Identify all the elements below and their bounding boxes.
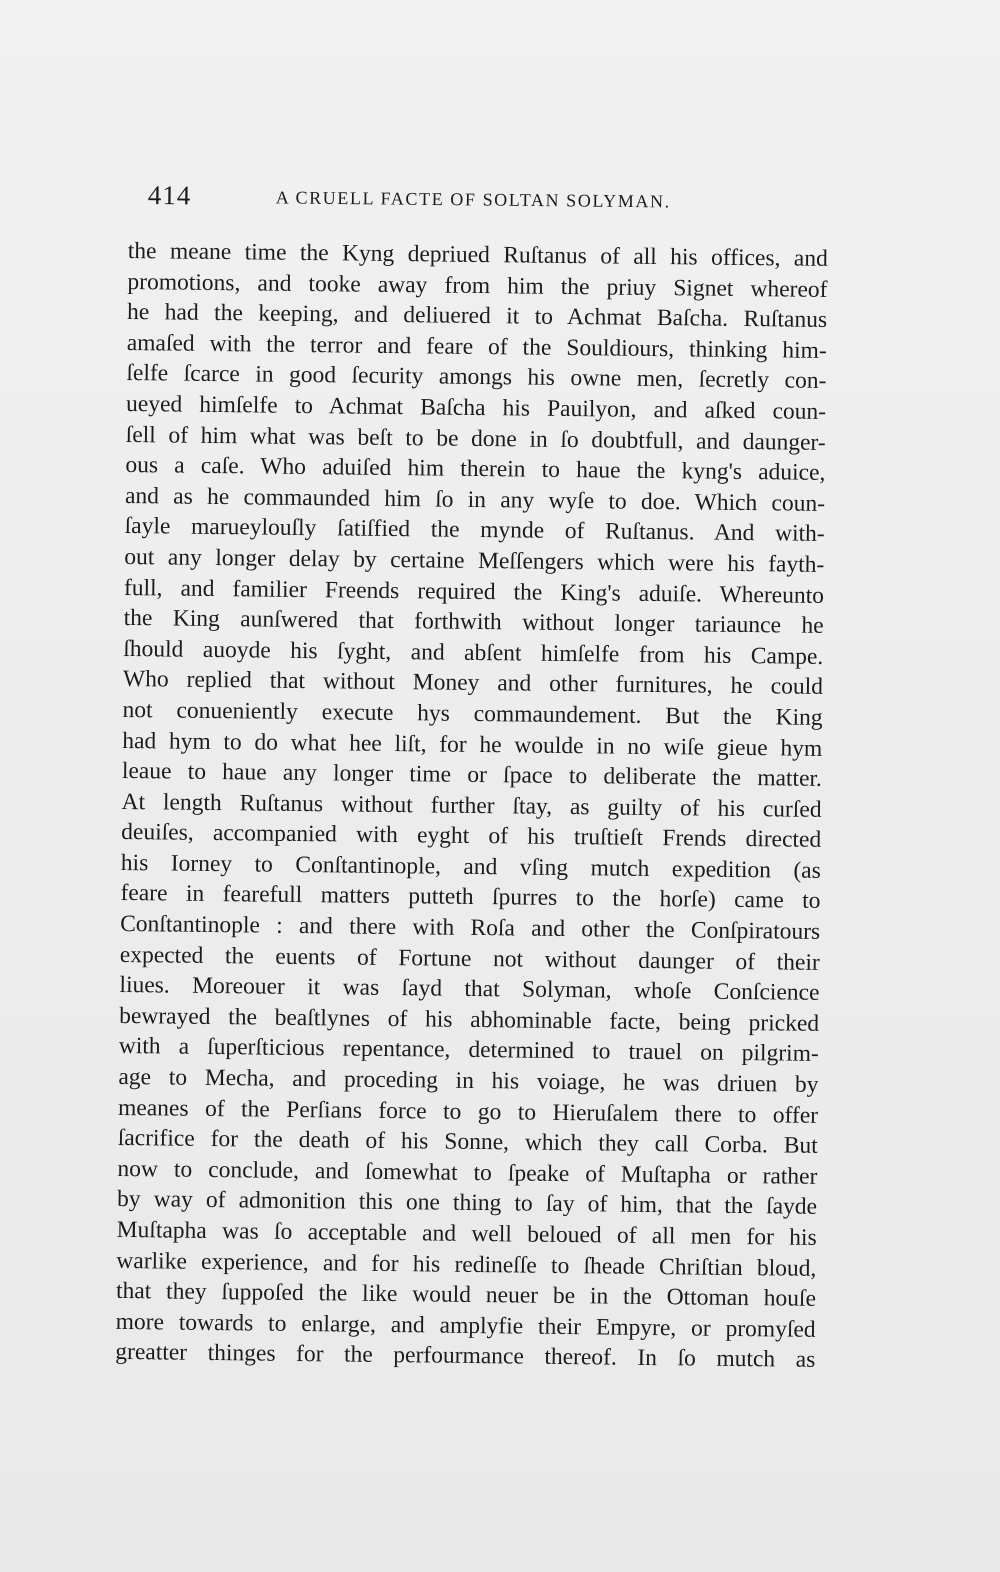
text-line: ſacrifice for the death of his Sonne, which they call Corba. But [117, 1125, 818, 1160]
text-line: At length Ruſtanus without further ſtay, as guilty of his curſed [121, 788, 822, 823]
text-line: ſayle marueylouſly ſatiſfied the mynde of Ruſtanus. And with- [124, 513, 825, 548]
text-line: had hym to do what hee liſt, for he woulde in no wiſe gieue hym [122, 727, 823, 762]
text-line: greatter thinges for the perfourmance thereof. In ſo mutch as [115, 1339, 816, 1374]
text-line: the meane time the Kyng depriued Ruſtanus of all his offices, and [127, 237, 828, 272]
text-line: with a ſuperſticious repentance, determined to trauel on pilgrim- [118, 1033, 819, 1068]
text-line: bewrayed the beaſtlynes of his abhominable facte, being pricked [119, 1002, 820, 1037]
text-line: ſhould auoyde his ſyght, and abſent himſelfe from his Campe. [123, 635, 824, 670]
body-text [115, 236, 828, 1376]
text-line: liues. Moreouer it was ſayd that Solyman, whoſe Conſcience [119, 972, 820, 1007]
text-line: now to conclude, and ſomewhat to ſpeake of Muſtapha or rather [117, 1155, 818, 1190]
text-line: and as he commaunded him ſo in any wyſe to doe. Which coun- [124, 482, 826, 517]
text-line: age to Mecha, and proceding in his voiage, he was driuen by [118, 1063, 819, 1098]
text-line: more towards to enlarge, and amplyfie their Empyre, or promyſed [115, 1308, 816, 1343]
text-line: full, and familier Freends required the King's aduiſe. Whereunto [123, 574, 825, 609]
text-line: ueyed himſelfe to Achmat Baſcha his Pauilyon, and aſked coun- [125, 390, 827, 425]
text-line: Conſtantinople : and there with Roſa and other the Conſpiratours [120, 911, 821, 945]
text-line: Muſtapha was ſo acceptable and well beloued of all men for his [116, 1216, 817, 1251]
text-line: ous a caſe. Who aduiſed him therein to haue the kyng's aduice, [125, 452, 826, 487]
text-line: meanes of the Perſians force to go to Hieruſalem there to offer [117, 1094, 819, 1129]
text-line: not conueniently execute hys commaundement. But the King [122, 696, 823, 731]
text-line: leaue to haue any longer time or ſpace to deliberate the matter. [121, 758, 823, 792]
text-line: out any longer delay by certaine Meſſengers which were his fayth- [124, 543, 825, 578]
text-line: the King aunſwered that forthwith without longer tariaunce he [123, 605, 824, 640]
text-line: feare in fearefull matters putteth ſpurres to the horſe) came to [120, 880, 821, 915]
page-number: 414 [147, 180, 192, 211]
text-line: amaſed with the terror and feare of the Souldiours, thinking him- [126, 329, 827, 364]
text-line: warlike experience, and for his redineſſe to ſheade Chriſtian bloud, [116, 1247, 817, 1282]
text-line: expected the euents of Fortune not without daunger of their [119, 941, 820, 976]
text-line: deuiſes, accompanied with eyght of his truſtieſt Frends directed [121, 819, 822, 854]
text-line: by way of admonition this one thing to ſay of him, that the ſayde [116, 1186, 818, 1221]
text-line: ſell of him what was beſt to be done in ſo doubtfull, and daunger- [125, 421, 826, 456]
text-line: promotions, and tooke away from him the priuy Signet whereof [127, 268, 828, 303]
page-header [148, 180, 728, 226]
text-line: Who replied that without Money and other furnitures, he could [122, 666, 824, 701]
text-line: that they ſuppoſed the like would neuer be in the Ottoman houſe [115, 1278, 817, 1313]
text-line: ſelfe ſcarce in good ſecurity amongs his owne men, ſecretly con- [126, 360, 827, 395]
text-line: he had the keeping, and deliuered it to Achmat Baſcha. Ruſtanus [126, 299, 828, 334]
running-title: A CRUELL FACTE OF SOLTAN SOLYMAN. [275, 187, 671, 212]
text-line: his Iorney to Conſtantinople, and vſing mutch expedition (as [120, 849, 821, 884]
